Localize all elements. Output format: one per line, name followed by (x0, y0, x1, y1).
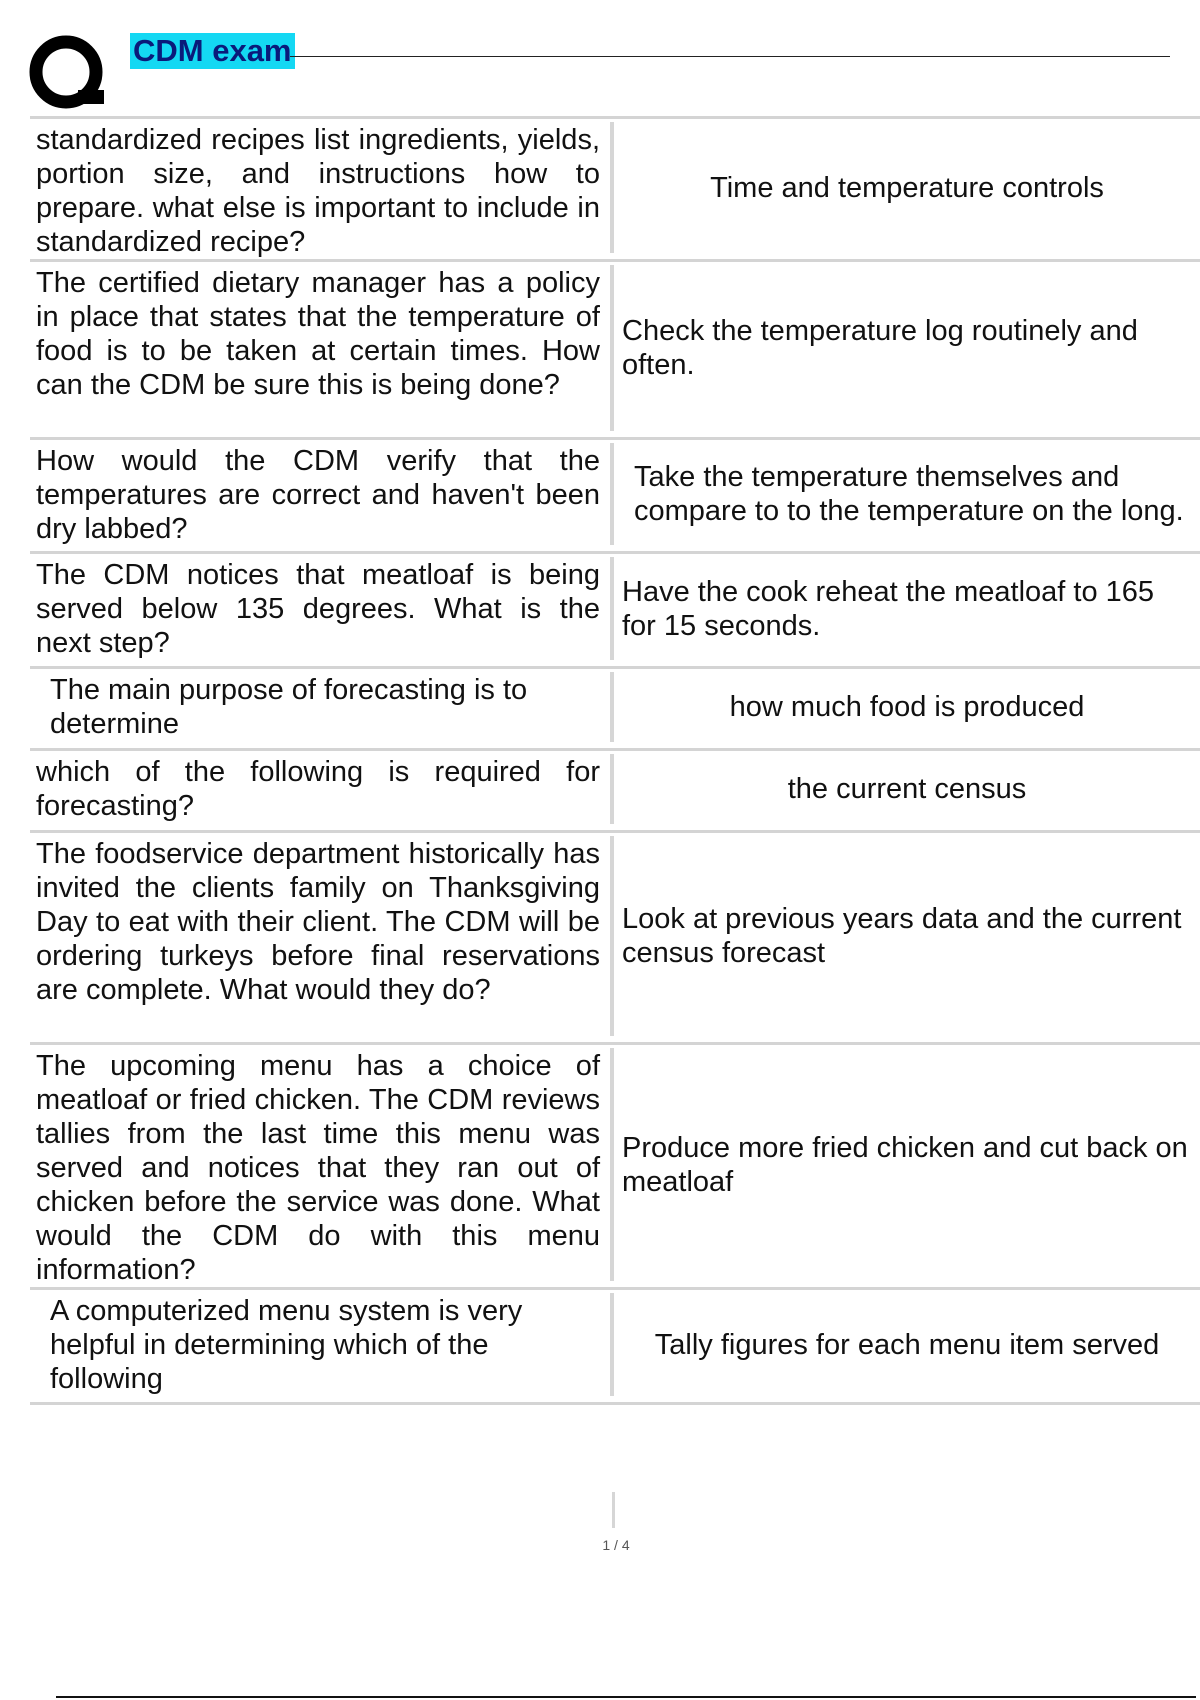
footer-rule (56, 1696, 1196, 1698)
document-title: CDM exam (130, 33, 295, 69)
question-text: standardized recipes list ingredients, yields, portion size, and instructions how to prepare. what else is important to include in standardized recipe? (36, 124, 600, 258)
question-text: How would the CDM verify that the temperatures are correct and haven't been dry labbed? (36, 445, 600, 545)
question-text: The certified dietary manager has a policy in place that states that the temperature of food is to be taken at certain times. How can the CDM be sure this is being done? (36, 267, 600, 401)
answer-text: Look at previous years data and the current census forecast (622, 903, 1182, 969)
qa-row (30, 830, 1200, 1042)
q-logo-icon (28, 32, 110, 114)
document-header (28, 28, 1148, 118)
question-text: The CDM notices that meatloaf is being served below 135 degrees. What is the next step? (36, 559, 600, 659)
qa-row (30, 748, 1200, 830)
question-text: A computerized menu system is very helpful in determining which of the following (50, 1295, 523, 1395)
qa-table (30, 116, 1200, 1405)
answer-text: the current census (787, 773, 1027, 805)
qa-row (30, 1287, 1200, 1405)
question-text: The foodservice department historically has invited the clients family on Thanksgiving Day to eat with their client. The CDM will be ordering turkeys before final reservations are complete. What would they do? (36, 838, 600, 1006)
qa-row (30, 1042, 1200, 1287)
page-indicator: 1 / 4 (602, 1537, 630, 1553)
question-text: The upcoming menu has a choice of meatloaf or fried chicken. The CDM reviews tallies from the last time this menu was served and notices that they ran out of chicken before the service was done. What would the CDM do with this menu information? (36, 1050, 600, 1286)
answer-text: Check the temperature log routinely and often. (622, 315, 1138, 381)
qa-row (30, 116, 1200, 259)
title-rule (290, 56, 1170, 57)
column-divider-tail (612, 1492, 615, 1528)
answer-text: how much food is produced (729, 691, 1085, 723)
qa-row (30, 666, 1200, 748)
question-text: which of the following is required for forecasting? (36, 756, 600, 822)
qa-row (30, 259, 1200, 437)
answer-text: Take the temperature themselves and compare to to the temperature on the long. (634, 461, 1184, 527)
answer-text: Time and temperature controls (710, 171, 1104, 204)
question-text: The main purpose of forecasting is to determine (50, 674, 528, 740)
qa-row (30, 437, 1200, 551)
answer-text: Tally figures for each menu item served (654, 1328, 1160, 1361)
qa-row (30, 551, 1200, 666)
answer-text: Produce more fried chicken and cut back on meatloaf (622, 1131, 1188, 1198)
answer-text: Have the cook reheat the meatloaf to 165 for 15 seconds. (622, 575, 1155, 642)
